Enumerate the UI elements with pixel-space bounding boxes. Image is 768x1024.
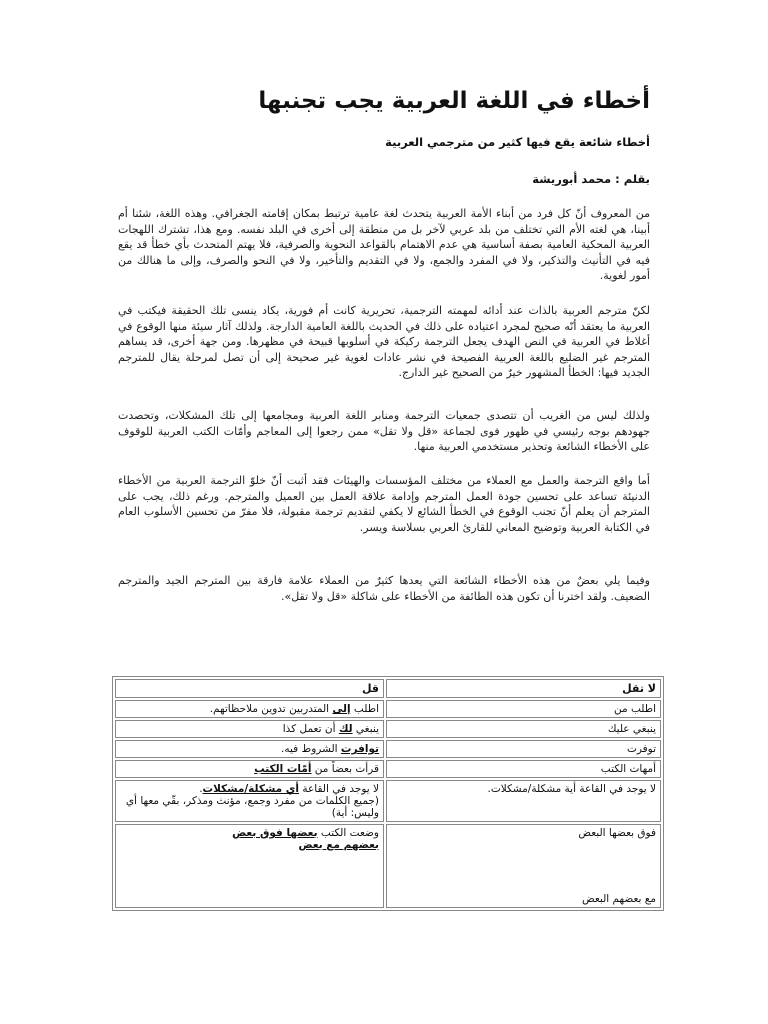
wrong-bottom: مع بعضهم البعض	[581, 893, 656, 905]
text-post: المتدربين تدوين ملاحظاتهم.	[209, 703, 333, 715]
text-post: .	[199, 783, 203, 795]
document-subtitle: أخطاء شائعة يقع فيها كثير من مترجمي العربية	[385, 135, 650, 149]
paragraph-list-intro: وفيما يلي بعضٌ من هذه الأخطاء الشائعة التي يعدها كثيرٌ من العملاء علامة فارقة بين المترجم الجيد والمترجم الضعيف. ولقد اخترنا أن تكون هذه الطائفة من الأخطاء على شاكلة «قل ولا تقل».	[118, 574, 650, 603]
cell-wrong: لا يوجد في القاعة أية مشكلة/مشكلات.	[386, 780, 661, 822]
header-say: قل	[115, 679, 384, 698]
table-row	[115, 740, 661, 758]
text-pre: اطلب	[350, 703, 379, 715]
cell-right	[115, 760, 384, 778]
wrong-top: فوق بعضها البعض	[578, 827, 656, 839]
highlight-correct: بعضها فوق بعض	[232, 827, 318, 839]
table-row	[115, 700, 661, 718]
header-dont-say: لا تقل	[386, 679, 661, 698]
cell-right	[115, 740, 384, 758]
table-row	[115, 720, 661, 738]
highlight-correct-2: بعضهم مع بعض	[298, 839, 379, 851]
text-pre: لا يوجد في القاعة	[299, 783, 379, 795]
cell-wrong	[386, 824, 661, 908]
highlight-correct: لك	[338, 723, 353, 735]
paragraph-societies: ولذلك ليس من الغريب أن تتصدى جمعيات الترجمة ومنابر اللغة العربية ومجامعها إلى تلك المشكلات، وتحصدت جهودهم بوجه رئيسي في ظهور فوى لجماعة «قل ولا تقل» ممن رجعوا إلى المعاجم وأمّات الكتب العربية للوقوف على الأخطاء الشائعة وتحذير مستخدمي العربية منها.	[118, 409, 650, 453]
cell-right	[115, 720, 384, 738]
highlight-correct: أي مشكلة/مشكلات	[202, 783, 300, 795]
cell-wrong: اطلب من	[386, 700, 661, 718]
table-row	[115, 824, 661, 908]
text-pre: وضعت الكتب	[317, 827, 379, 839]
cell-right	[115, 780, 384, 822]
highlight-correct: أمّات الكتب	[254, 763, 312, 775]
cell-wrong: أمهات الكتب	[386, 760, 661, 778]
highlight-correct: توافرت	[340, 743, 379, 755]
paragraph-translator: لكنّ مترجم العربية بالذات عند أدائه لمهمته الترجمية، تحريرية كانت أم فورية، يكاد ينسى تلك الحقيقة فيكتب في العربية ما يعتقد أنّه صحيح لمجرد اعتياده على ذلك في الحديث باللغة العامية الدارجة. ولذلك آثار سيئة منها الوقوع في أغلاط في العربية في النص الهدف يجعل الترجمة ركيكة في أسلوبها قبيحة في مظهرها. ومن جهة أخرى، قد يساهم المترجم غير الضليع باللغة العربية الفصيحة في نشر عادات لغوية غير صحيحة إلى أن تصل لمرحلة يقال للمترجم الجديد فيها: الخطأ المشهور خيرٌ من الصحيح غير الدارج.	[118, 304, 650, 379]
paragraph-practice: أما واقع الترجمة والعمل مع العملاء من مختلف المؤسسات والهيئات فقد أثبت أنّ خلوّ الترجمة العربية من الأخطاء الدنيئة تساعد على تحسين جودة العمل المترجم وإدامة علاقة العمل بين العميل والمترجم. ورغم ذلك، يجب على المترجم أن يعلم أنّ تجنب الوقوع في الخطأ الشائع لا يكفي لتقديم ترجمة مقبولة، فلا مفرّ من تحسين الأسلوب العام في الكتابة العربية وتوضيح المعاني للقارئ العربي بسلاسة ويسر.	[118, 474, 650, 534]
table-header-row	[115, 679, 661, 698]
table-row	[115, 760, 661, 778]
cell-right	[115, 824, 384, 908]
wrong-stack	[391, 827, 656, 905]
table-row	[115, 780, 661, 822]
highlight-correct: إلى	[332, 703, 351, 715]
text-pre: ينبغي	[352, 723, 379, 735]
document-title: أخطاء في اللغة العربية يجب تجنبها	[258, 88, 650, 114]
paragraph-intro: من المعروف أنّ كل فرد من أبناء الأمة العربية يتحدث لغة عامية ترتبط بمكان إقامته الجغرافي. وهذه اللغة، شئنا أم أبينا، هي لغته الأم التي تختلف من بلد عربي لآخر بل من منطقة إلى أخرى في البلد نفسه. ومع هذا، تشترك اللهجات العربية المحكية العامية بصفة أساسية هي عدم الاهتمام بالقواعد النحوية والصرفية، فلا يهتم المتحدث بأي خطأ قد يقع فيه في التأنيث والتذكير، ولا في المفرد والجمع، ولا في التقديم والتأخير، ولا في النحو والصرف، وإلى ما هنالك من أمور لغوية.	[118, 207, 650, 282]
cell-right	[115, 700, 384, 718]
grammar-note: (جميع الكلمات من مفرد وجمع، مؤنث ومذكر، بقّي معها أي وليس: أية)	[125, 795, 379, 819]
cell-wrong: توفرت	[386, 740, 661, 758]
text-pre: قرأت بعضاً من	[311, 763, 379, 775]
text-post: الشروط فيه.	[281, 743, 341, 755]
author-byline: بقلم : محمد أبوريشة	[532, 172, 650, 186]
text-post: أن تعمل كذا	[282, 723, 339, 735]
say-dont-say-table	[112, 676, 664, 911]
cell-wrong: ينبغي عليك	[386, 720, 661, 738]
